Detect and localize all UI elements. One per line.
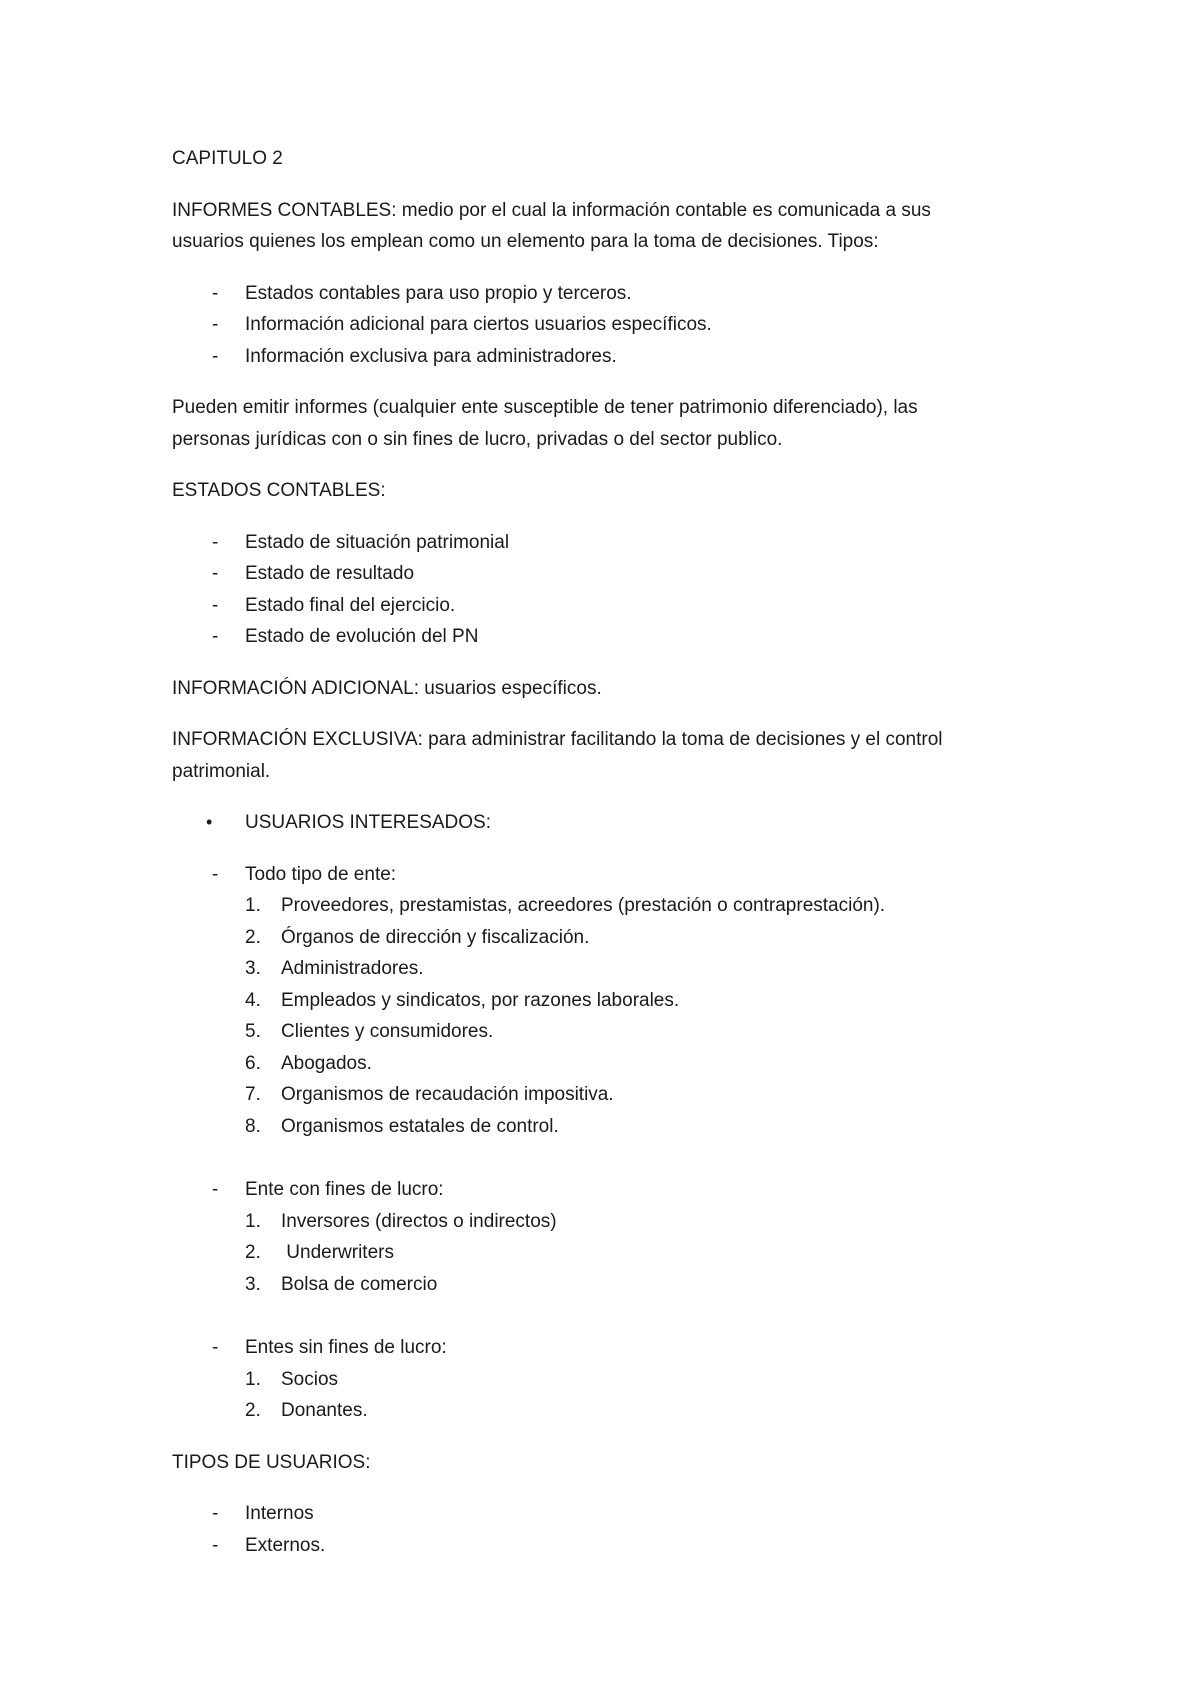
list-item [172, 527, 1072, 559]
list-item [172, 1016, 1072, 1048]
informes-paragraph-line-2: usuarios quienes los emplean como un elemento para la toma de decisiones. Tipos: [172, 231, 879, 252]
informes-paragraph-line-1: INFORMES CONTABLES: medio por el cual la información contable es comunicada a sus [172, 199, 931, 221]
dash-marker: - [212, 1337, 219, 1358]
list-item-text: Clientes y consumidores. [281, 1021, 494, 1042]
list-item [172, 341, 1072, 373]
list-item-text: Internos [245, 1503, 314, 1524]
list-number: 7. [245, 1084, 261, 1105]
list-item [172, 590, 1072, 622]
list-item [172, 558, 1072, 590]
dash-marker: - [212, 345, 219, 367]
info-exclusiva-paragraph-line-2: patrimonial. [172, 760, 271, 782]
list-number: 5. [245, 1021, 261, 1042]
estados-heading: ESTADOS CONTABLES: [172, 480, 386, 501]
list-item-text: Estado de resultado [245, 563, 415, 584]
emitir-paragraph-line-2: personas jurídicas con o sin fines de lucro, privadas o del sector publico. [172, 428, 783, 450]
list-item-text: Estados contables para uso propio y terceros. [245, 282, 632, 304]
list-number: 3. [245, 958, 261, 979]
list-item-text: Información adicional para ciertos usuarios específicos. [245, 314, 712, 335]
list-number: 6. [245, 1052, 261, 1074]
list-item [172, 1237, 1072, 1269]
dash-marker: - [212, 1503, 219, 1524]
list-item [172, 1048, 1072, 1080]
list-item-text: Empleados y sindicatos, por razones laborales. [281, 989, 680, 1011]
list-number: 2. [245, 1242, 261, 1263]
emitir-paragraph-line-1: Pueden emitir informes (cualquier ente susceptible de tener patrimonio diferenciado), las [172, 397, 918, 418]
todo-tipo-de-ente-users-list [172, 890, 1072, 1142]
list-item-text: Underwriters [281, 1242, 394, 1263]
list-item [172, 1269, 1072, 1301]
info-exclusiva-paragraph-line-1: INFORMACIÓN EXCLUSIVA: para administrar facilitando la toma de decisiones y el control [172, 729, 943, 750]
list-item [172, 859, 1072, 891]
con-fines-de-lucro-users-list [172, 1206, 1072, 1301]
list-item-text: Órganos de dirección y fiscalización. [281, 926, 590, 948]
dash-marker: - [212, 1179, 219, 1200]
usuarios-interesados-heading-list [172, 807, 1072, 839]
info-adicional-paragraph: INFORMACIÓN ADICIONAL: usuarios específicos. [172, 677, 602, 699]
list-item [172, 1332, 1072, 1364]
list-item [172, 278, 1072, 310]
dash-marker: - [212, 563, 219, 584]
list-item [172, 1079, 1072, 1111]
list-item [172, 890, 1072, 922]
bullet-marker: • [206, 812, 213, 832]
list-item-text: Organismos estatales de control. [281, 1115, 559, 1137]
informes-types-list [172, 278, 1072, 373]
list-item-text: Información exclusiva para administradores. [245, 345, 617, 367]
list-number: 2. [245, 926, 261, 948]
list-item [172, 953, 1072, 985]
list-number: 1. [245, 1210, 261, 1232]
group-label: Entes sin fines de lucro: [245, 1337, 447, 1358]
chapter-title: CAPITULO 2 [172, 148, 283, 169]
list-number: 1. [245, 895, 261, 916]
list-item-text: Externos. [245, 1534, 326, 1556]
list-item-text: Estado de situación patrimonial [245, 531, 510, 553]
list-item-text: Socios [281, 1368, 339, 1390]
list-number: 1. [245, 1368, 261, 1390]
dash-marker: - [212, 314, 219, 335]
sin-fines-de-lucro-users-list [172, 1364, 1072, 1427]
dash-marker: - [212, 531, 219, 553]
list-item [172, 985, 1072, 1017]
list-item [172, 1206, 1072, 1238]
group-label: Ente con fines de lucro: [245, 1179, 444, 1200]
list-item-text: Bolsa de comercio [281, 1273, 438, 1295]
list-item [172, 1174, 1072, 1206]
list-item-text: Estado de evolución del PN [245, 626, 479, 647]
tipos-usuarios-heading: TIPOS DE USUARIOS: [172, 1451, 371, 1473]
list-item [172, 807, 1072, 839]
dash-marker: - [212, 594, 219, 616]
dash-marker: - [212, 282, 219, 304]
dash-marker: - [212, 626, 219, 647]
list-item-text: Abogados. [281, 1052, 372, 1074]
group-entes-sin-fines-de-lucro [172, 1332, 1072, 1364]
list-item [172, 922, 1072, 954]
usuarios-interesados-heading: USUARIOS INTERESADOS: [245, 812, 491, 833]
list-item-text: Proveedores, prestamistas, acreedores (prestación o contraprestación). [281, 895, 886, 916]
list-item [172, 1111, 1072, 1143]
group-ente-con-fines-de-lucro [172, 1174, 1072, 1206]
dash-marker: - [212, 863, 219, 885]
list-item-text: Estado final del ejercicio. [245, 594, 456, 616]
list-item-text: Donantes. [281, 1400, 368, 1421]
list-item [172, 1364, 1072, 1396]
tipos-usuarios-list [172, 1498, 1072, 1561]
estados-list [172, 527, 1072, 653]
list-number: 4. [245, 989, 261, 1011]
list-item [172, 1395, 1072, 1427]
list-item-text: Inversores (directos o indirectos) [281, 1210, 557, 1232]
group-label: Todo tipo de ente: [245, 863, 397, 885]
list-item [172, 621, 1072, 653]
list-number: 8. [245, 1115, 261, 1137]
list-number: 3. [245, 1273, 261, 1295]
dash-marker: - [212, 1534, 219, 1556]
document-page [172, 143, 1072, 1561]
list-item [172, 1530, 1072, 1562]
list-item [172, 1498, 1072, 1530]
list-item-text: Organismos de recaudación impositiva. [281, 1084, 614, 1105]
list-item-text: Administradores. [281, 958, 424, 979]
list-item [172, 309, 1072, 341]
group-todo-tipo-de-ente [172, 859, 1072, 891]
list-number: 2. [245, 1400, 261, 1421]
